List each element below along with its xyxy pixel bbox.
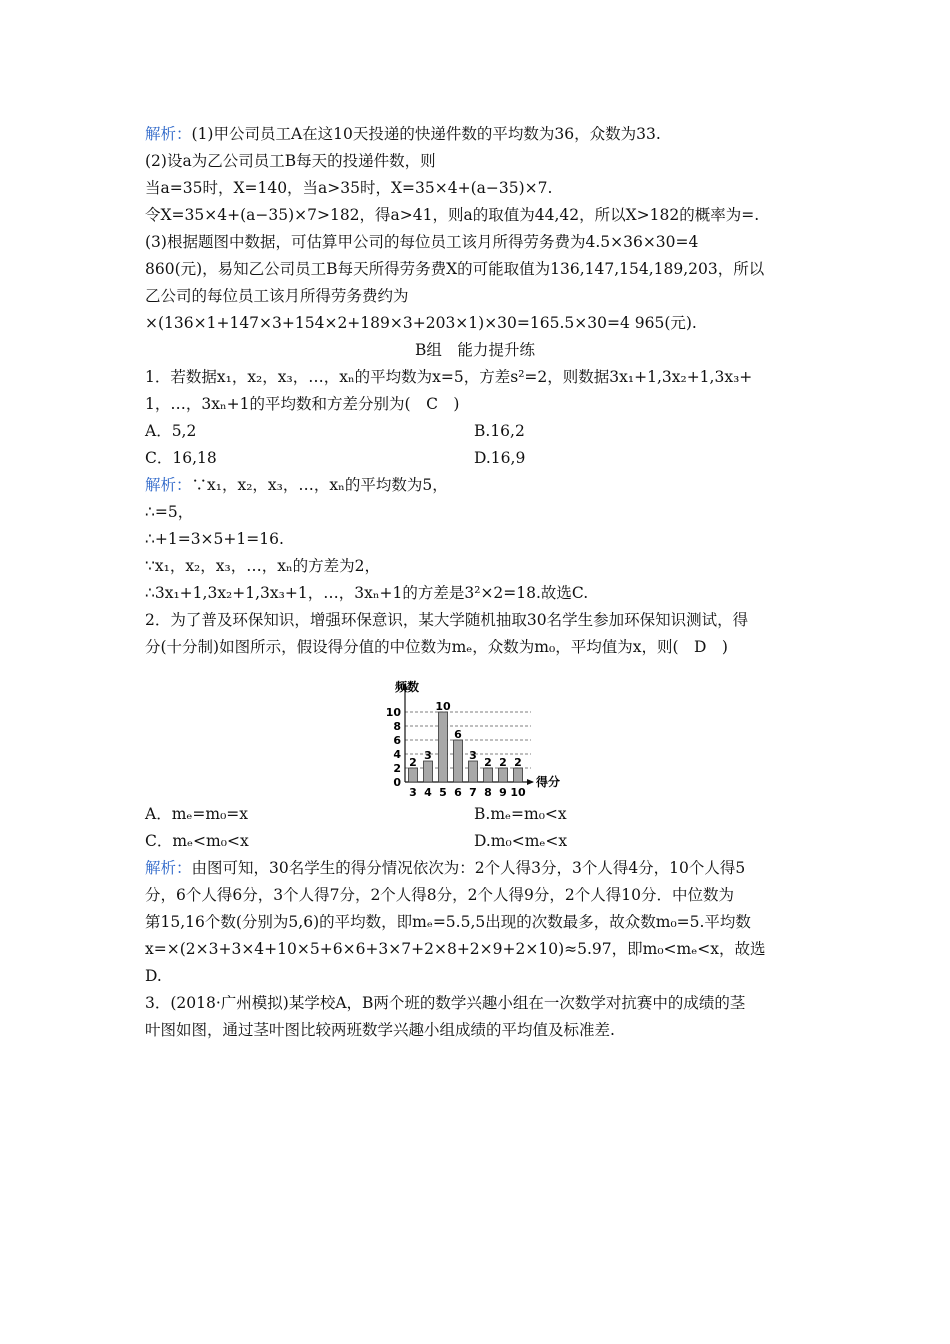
question-2-cont: 分(十分制)如图所示，假设得分值的中位数为mₑ，众数为m₀，平均值为x，则( D ) bbox=[145, 638, 728, 656]
bar bbox=[439, 712, 448, 782]
option-c: C．mₑ<m₀<x bbox=[145, 832, 249, 850]
x-tick-label: 5 bbox=[439, 786, 447, 798]
y-tick-label: 10 bbox=[385, 706, 401, 719]
bar bbox=[454, 740, 463, 782]
bar-value-label: 2 bbox=[499, 756, 507, 769]
x-axis-label: 得分 bbox=[536, 775, 561, 789]
text-line: ∴+1=3×5+1=16. bbox=[145, 530, 284, 548]
text-line: 第15,16个数(分别为5,6)的平均数，即mₑ=5.5,5出现的次数最多，故众数m₀=5.平均数 bbox=[145, 913, 751, 931]
x-tick-label: 8 bbox=[484, 786, 492, 798]
bar bbox=[424, 761, 433, 782]
x-tick-label: 7 bbox=[469, 786, 477, 798]
section-heading: B组 能力提升练 bbox=[415, 341, 535, 359]
solution-text: ∵x₁，x₂，x₃，…，xₙ的平均数为5， bbox=[191, 476, 448, 494]
option-b: B.mₑ=m₀<x bbox=[474, 805, 567, 823]
bar-value-label: 6 bbox=[454, 728, 462, 741]
text-line: 分，6个人得6分，3个人得7分，2个人得8分，2个人得9分，2个人得10分．中位数为 bbox=[145, 886, 734, 904]
bar bbox=[484, 768, 493, 782]
option-d: D.m₀<mₑ<x bbox=[474, 832, 568, 850]
bar-value-label: 2 bbox=[514, 756, 522, 769]
text-line: ×(136×1+147×3+154×2+189×3+203×1)×30=165.5×30=4 965(元). bbox=[145, 314, 697, 332]
bar bbox=[409, 768, 418, 782]
solution-line bbox=[145, 856, 815, 880]
bar bbox=[514, 768, 523, 782]
y-tick-label: 8 bbox=[393, 720, 401, 733]
y-tick-label: 0 bbox=[393, 776, 401, 789]
question-2: 2．为了普及环保知识，增强环保意识，某大学随机抽取30名学生参加环保知识测试，得 bbox=[145, 611, 749, 629]
option-a: A．mₑ=m₀=x bbox=[145, 805, 249, 823]
bar-value-label: 2 bbox=[409, 756, 417, 769]
solution-label: 解析： bbox=[145, 125, 192, 143]
text-line: (2)设a为乙公司员工B每天的投递件数，则 bbox=[145, 152, 436, 170]
x-tick-label: 4 bbox=[424, 786, 432, 798]
x-axis-arrow bbox=[527, 779, 534, 785]
text-line: ∴=5， bbox=[145, 503, 194, 521]
solution-text: 由图可知，30名学生的得分情况依次为：2个人得3分，3个人得4分，10个人得5 bbox=[191, 859, 746, 877]
bar-value-label: 3 bbox=[424, 749, 432, 762]
text-line: (3)根据题图中数据，可估算甲公司的每位员工该月所得劳务费为4.5×36×30=4 bbox=[145, 233, 699, 251]
text-line: ∵x₁，x₂，x₃，…，xₙ的方差为2， bbox=[145, 557, 381, 575]
bar-value-label: 2 bbox=[484, 756, 492, 769]
bar-value-label: 10 bbox=[435, 700, 451, 713]
text-line: 860(元)，易知乙公司员工B每天所得劳务费X的可能取值为136,147,154,189,203，所以 bbox=[145, 260, 765, 278]
solution-label: 解析： bbox=[145, 859, 192, 877]
solution-text: (1)甲公司员工A在这10天投递的快递件数的平均数为36，众数为33. bbox=[191, 125, 661, 143]
histogram-chart bbox=[375, 678, 575, 798]
solution-label: 解析： bbox=[145, 476, 192, 494]
text-line: 令X=35×4+(a−35)×7>182，得a>41，则a的取值为44,42，所以X>182的概率为=. bbox=[145, 206, 760, 224]
x-tick-label: 10 bbox=[510, 786, 526, 798]
bar-value-label: 3 bbox=[469, 749, 477, 762]
bar bbox=[469, 761, 478, 782]
y-tick-label: 6 bbox=[393, 734, 401, 747]
option-c: C．16,18 bbox=[145, 449, 217, 467]
question-3-cont: 叶图如图，通过茎叶图比较两班数学兴趣小组成绩的平均值及标准差. bbox=[145, 1021, 615, 1039]
y-tick-label: 4 bbox=[393, 748, 401, 761]
x-tick-label: 3 bbox=[409, 786, 417, 798]
text-line: 当a=35时，X=140，当a>35时，X=35×4+(a−35)×7. bbox=[145, 179, 553, 197]
x-tick-label: 6 bbox=[454, 786, 462, 798]
text-line: D. bbox=[145, 967, 162, 985]
y-axis-label: 频数 bbox=[395, 680, 420, 694]
option-d: D.16,9 bbox=[474, 449, 526, 467]
text-line: 乙公司的每位员工该月所得劳务费约为 bbox=[145, 287, 409, 305]
bar bbox=[499, 768, 508, 782]
text-line: ∴3x₁+1,3x₂+1,3x₃+1，…，3xₙ+1的方差是3²×2=18.故选C. bbox=[145, 584, 589, 602]
question-1: 1．若数据x₁，x₂，x₃，…，xₙ的平均数为x=5，方差s²=2，则数据3x₁+1,3x₂+1,3x₃+ bbox=[145, 368, 753, 386]
solution-line bbox=[145, 473, 815, 497]
x-tick-label: 9 bbox=[499, 786, 507, 798]
solution-line-1 bbox=[145, 122, 815, 146]
text-line: x=×(2×3+3×4+10×5+6×6+3×7+2×8+2×9+2×10)≈5.97，即m₀<mₑ<x，故选 bbox=[145, 940, 766, 958]
y-tick-label: 2 bbox=[393, 762, 401, 775]
option-b: B.16,2 bbox=[474, 422, 525, 440]
option-a: A．5,2 bbox=[145, 422, 197, 440]
question-1-cont: 1，…，3xₙ+1的平均数和方差分别为( C ) bbox=[145, 395, 460, 413]
question-3: 3．(2018·广州模拟)某学校A，B两个班的数学兴趣小组在一次数学对抗赛中的成绩的茎 bbox=[145, 994, 746, 1012]
